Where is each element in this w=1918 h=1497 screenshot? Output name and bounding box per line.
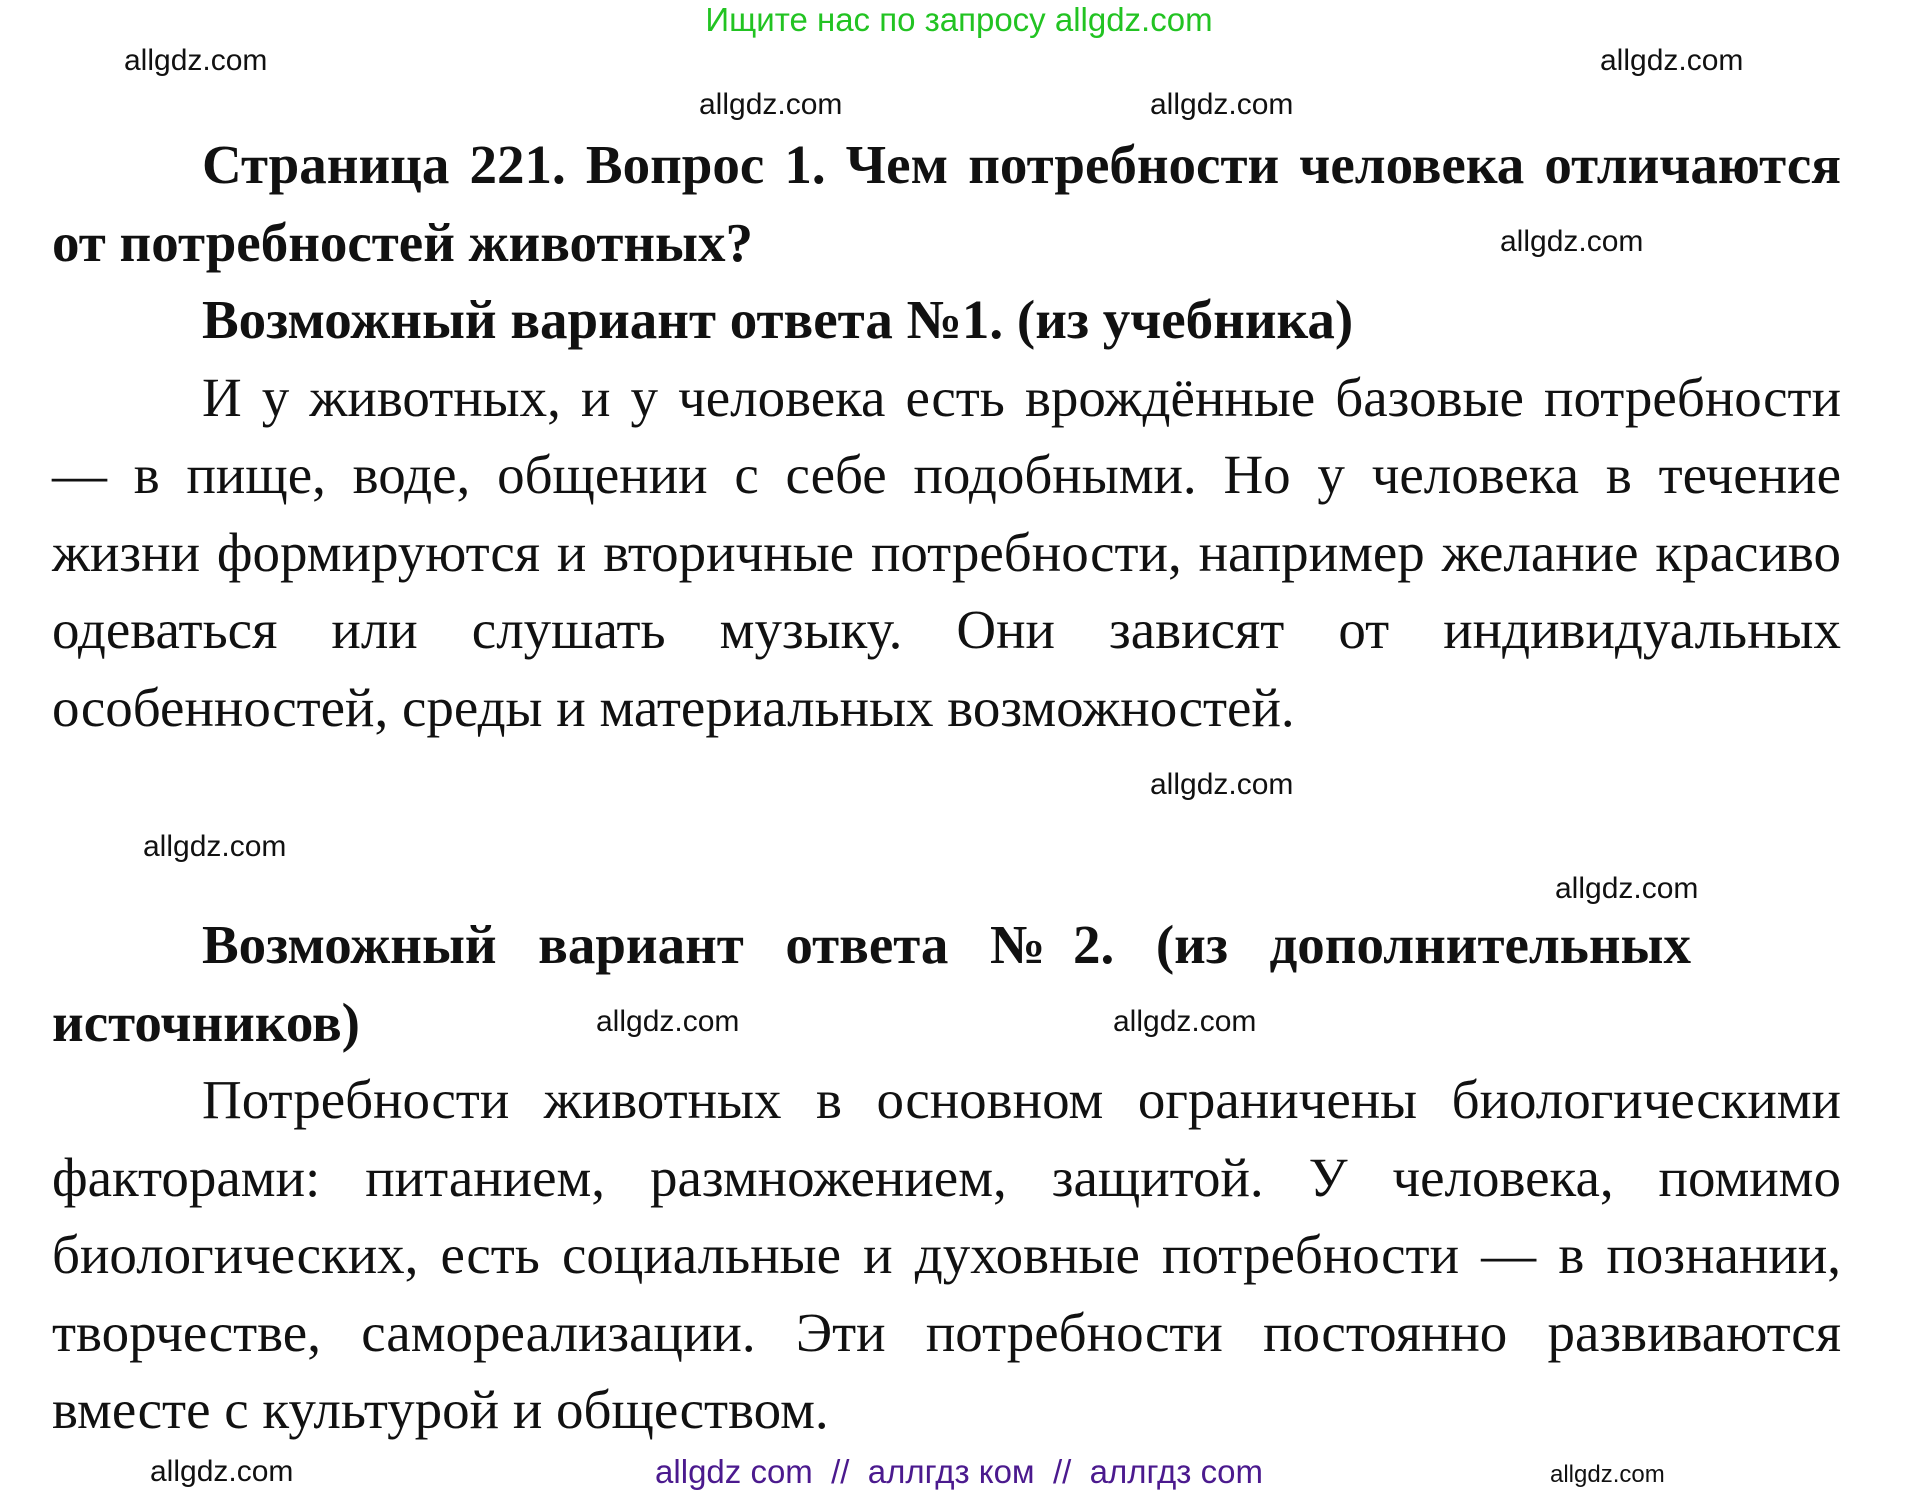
watermark: allgdz.com xyxy=(1555,872,1699,905)
answer-2-text: Потребности животных в основном ограничены биологическими факторами: питанием, размножением, защитой. У человека, помимо биологических, есть социальные и духовные потребности — в познании, творчестве, самореализации. Эти потребности постоянно развиваются вместе с культурой и обществом. xyxy=(52,1069,1841,1440)
answer-section-2 xyxy=(52,906,1841,1449)
search-banner: Ищите нас по запросу allgdz.com xyxy=(705,1,1213,38)
watermark: allgdz.com xyxy=(1500,225,1644,258)
watermark: allgdz.com xyxy=(124,44,268,77)
watermark: allgdz.com xyxy=(150,1455,294,1488)
watermark: allgdz.com xyxy=(1550,1461,1665,1488)
answer-1-heading: Возможный вариант ответа №1. (из учебника) xyxy=(202,289,1354,350)
answer-2-heading: Возможный вариант ответа №2. (из дополнительных источников) xyxy=(52,914,1691,1053)
footer-link[interactable]: allgdz com // аллгдз ком // аллгдз com xyxy=(655,1453,1263,1490)
watermark: allgdz.com xyxy=(699,88,843,121)
watermark: allgdz.com xyxy=(143,830,287,863)
watermark: allgdz.com xyxy=(1113,1005,1257,1038)
question-title: Страница 221. Вопрос 1. Чем потребности человека отличаются от потребностей животных? xyxy=(52,134,1841,273)
watermark: allgdz.com xyxy=(1600,44,1744,77)
answer-section-1 xyxy=(52,126,1841,746)
answer-1-text: И у животных, и у человека есть врождённые базовые потребности — в пище, воде, общении с себе подобными. Но у человека в течение жизни формируются и вторичные потребности, например желание красиво одеваться или слушать музыку. Они зависят от индивидуальных особенностей, среды и материальных возможностей. xyxy=(52,366,1841,738)
watermark: allgdz.com xyxy=(1150,768,1294,801)
watermark: allgdz.com xyxy=(1150,88,1294,121)
watermark: allgdz.com xyxy=(596,1005,740,1038)
